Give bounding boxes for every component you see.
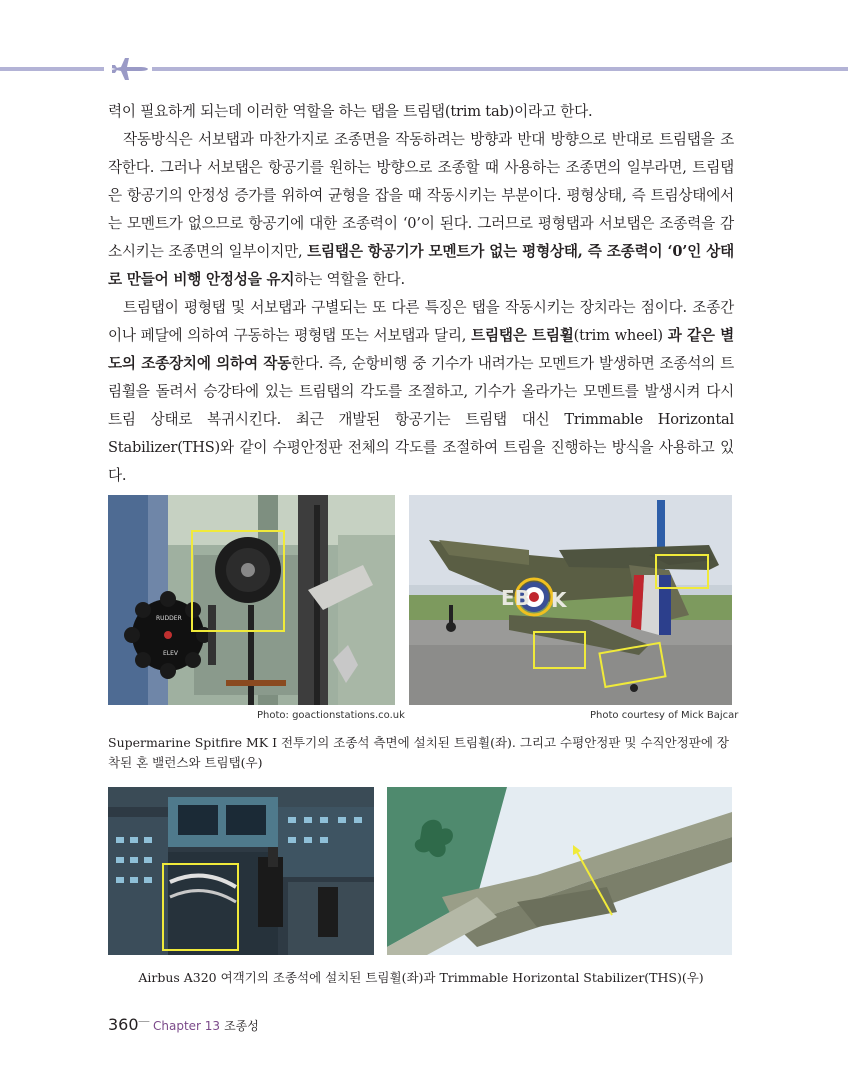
photo-credit-right: Photo courtesy of Mick Bajcar [590,710,739,721]
footer-chapter [153,1017,259,1034]
photo-a320-cockpit [108,787,374,955]
wheel-label-elev: ELEV [163,650,179,657]
figure1-caption: Supermarine Spitfire MK I 전투기의 조종석 측면에 설치된 트림휠(좌). 그리고 수평안정판 및 수직안정판에 장착된 혼 밸런스와 트림탭(우) [108,735,729,770]
paragraph-1-segment: 력이 필요하게 되는데 이러한 역할을 하는 탭을 트림탭(trim tab)이라고 한다. [108,103,593,120]
paragraph-2-segment: 하는 역할을 한다. [294,271,405,288]
fuselage-code-letters: EB [501,586,530,610]
wheel-label-rudder: RUDDER [156,615,182,622]
photo-a320-ths [387,787,732,955]
paragraph-2-segment: 트림탭은 항공기가 모멘트가 없는 평형상태, 즉 조종력이 ‘0’인 상태로 만들어 비행 안정성을 유지 [108,243,734,288]
paragraph-2-segment: 작동방식은 서보탭과 마찬가지로 조종면을 작동하려는 방향과 반대 방향으로 반대로 트림탭을 조작한다. 그러나 서보탭은 항공기를 원하는 방향으로 조종할 때 사용하는 조종면의 일부라면, 트림탭은 항공기의 안정성 증가를 위하여 균형을 잡을 때 작동시키는 부분이다. 평형상태, 즉 트림상태에서는 모멘트가 없으므로 항공기에 대한 조종력이 ‘0’이 된다. 그러므로 평형탭과 서보탭은 조종력을 감소시키는 조종면의 일부이지만, [108,131,734,260]
body-text [108,98,734,490]
figure2-caption: Airbus A320 여객기의 조종석에 설치된 트림휠(좌)과 Trimmable Horizontal Stabilizer(THS)(우) [138,970,704,985]
airplane-icon [109,54,149,84]
spitfire-cockpit-image [108,495,395,705]
paragraph-3-segment: (trim wheel) [573,327,668,344]
paragraph-1 [108,98,734,126]
chapter-title: 조종성 [224,1019,259,1033]
paragraph-3-segment: 트림탭이 평형탭 및 서보탭과 구별되는 또 다른 특징은 탭을 작동시키는 장치라는 점이다. 조종간이나 페달에 의하여 구동하는 평형탭 또는 서보탭과 달리, [108,299,734,344]
photo-spitfire-cockpit [108,495,395,705]
page-number: 360 [108,1015,139,1034]
footer-dash: — [138,1014,150,1028]
paragraph-3-segment: 한다. 즉, 순항비행 중 기수가 내려가는 모멘트가 발생하면 조종석의 트림휠을 돌려서 승강타에 있는 트림탭의 각도를 조절하고, 기수가 올라가는 모멘트를 발생시켜 다시 트림 상태로 복귀시킨다. 최근 개발된 항공기는 트림탭 대신 Trimmable Horizontal Stabilizer(THS)와 같이 수평안정판 전체의 각도를 조절하여 트림을 진행하는 방식을 사용하고 있다. [108,355,734,484]
photo-spitfire-tail [409,495,732,705]
chapter-label: Chapter 13 [153,1019,221,1033]
fuselage-code-k: K [551,588,567,612]
spitfire-tail-image [409,495,732,705]
header-rule-left [0,67,104,71]
a320-ths-image [387,787,732,955]
paragraph-3 [108,294,734,490]
a320-cockpit-image [108,787,374,955]
paragraph-2 [108,126,734,294]
paragraph-3-segment: 과 같은 별도의 조종장치에 의하여 작동 [108,327,734,372]
header-rule-right [152,67,848,71]
photo-credit-left: Photo: goactionstations.co.uk [257,710,405,721]
paragraph-3-segment: 트림탭은 트림휠 [471,327,574,344]
